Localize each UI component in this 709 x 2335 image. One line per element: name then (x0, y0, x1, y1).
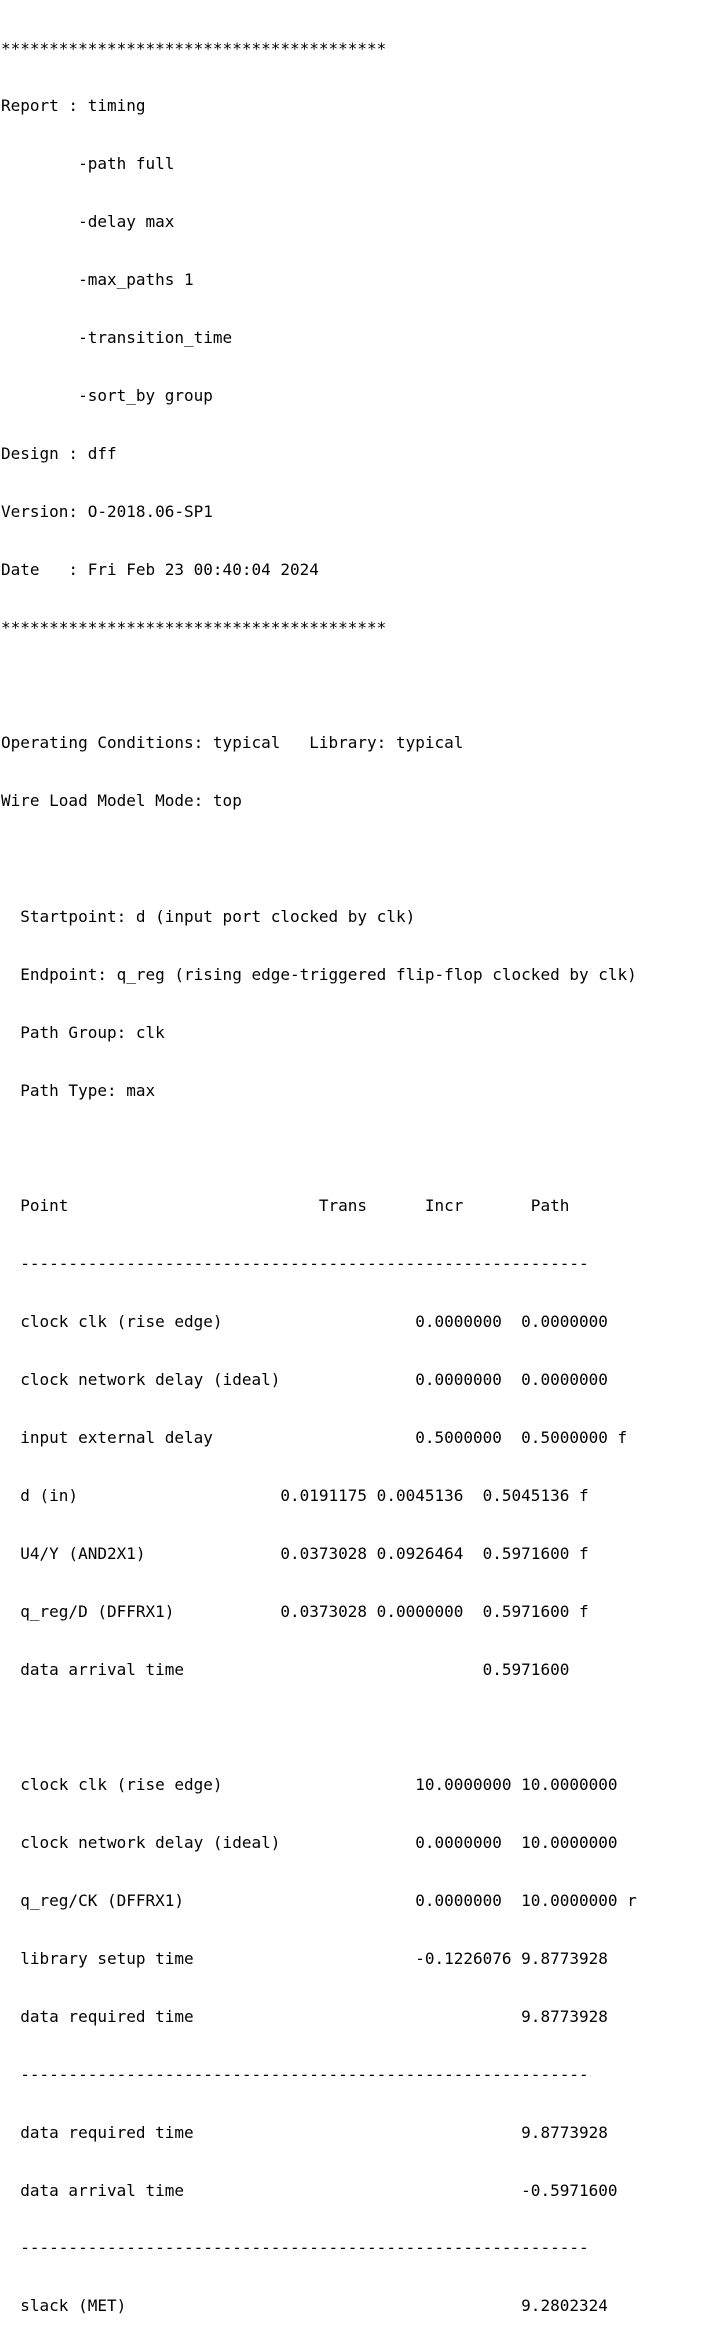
report-table-row: data required time 9.8773928 (1, 2006, 608, 2026)
report-line-version: Version: O-2018.06-SP1 (1, 501, 213, 521)
report-table-row: clock network delay (ideal) 0.0000000 10.0000000 (1, 1833, 618, 1853)
report-line-separator: **************************************** (1, 617, 387, 637)
report-line-option: -delay max (1, 212, 175, 232)
report-table-row: input external delay 0.5000000 0.5000000 f (1, 1427, 628, 1447)
report-line-separator: **************************************** (1, 38, 387, 58)
timing-report-text (1, 0, 637, 2335)
report-line-operating-conditions: Operating Conditions: typical Library: typical (1, 733, 464, 753)
report-line-path-group: Path Group: clk (1, 1022, 165, 1042)
report-table-row: U4/Y (AND2X1) 0.0373028 0.0926464 0.5971600 f (1, 1543, 589, 1563)
report-table-row: d (in) 0.0191175 0.0045136 0.5045136 f (1, 1485, 589, 1505)
report-table-divider: ----------------------------------------------------------- (1, 2064, 589, 2084)
report-line-wire-load-model: Wire Load Model Mode: top (1, 791, 242, 811)
report-line-blank (1, 1139, 637, 1158)
report-line-option: -transition_time (1, 328, 233, 348)
report-table-row: q_reg/CK (DFFRX1) 0.0000000 10.0000000 r (1, 1891, 637, 1911)
report-table-row: library setup time -0.1226076 9.8773928 (1, 1948, 608, 1968)
report-table-divider: ----------------------------------------------------------- (1, 2238, 589, 2258)
report-table-row: clock network delay (ideal) 0.0000000 0.0000000 (1, 1370, 608, 1390)
report-line-title: Report : timing (1, 96, 146, 116)
report-table-row: data arrival time 0.5971600 (1, 1659, 570, 1679)
report-table-row: clock clk (rise edge) 0.0000000 0.0000000 (1, 1312, 608, 1332)
report-table-divider: ----------------------------------------------------------- (1, 1254, 589, 1274)
report-line-startpoint: Startpoint: d (input port clocked by clk) (1, 906, 416, 926)
report-table-header: Point Trans Incr Path (1, 1196, 570, 1216)
report-line-blank (1, 1717, 637, 1736)
report-line-path-type: Path Type: max (1, 1080, 156, 1100)
report-slack-row: slack (MET) 9.2802324 (1, 2296, 608, 2316)
report-line-option: -sort_by group (1, 385, 213, 405)
report-table-row: data arrival time -0.5971600 (1, 2180, 618, 2200)
report-line-endpoint: Endpoint: q_reg (rising edge-triggered flip-flop clocked by clk) (1, 964, 637, 984)
report-table-row: data required time 9.8773928 (1, 2122, 608, 2142)
report-line-date: Date : Fri Feb 23 00:40:04 2024 (1, 559, 319, 579)
report-line-option: -path full (1, 154, 175, 174)
report-table-row: q_reg/D (DFFRX1) 0.0373028 0.0000000 0.5971600 f (1, 1601, 589, 1621)
report-line-design: Design : dff (1, 443, 117, 463)
report-line-blank (1, 675, 637, 694)
report-table-row: clock clk (rise edge) 10.0000000 10.0000000 (1, 1775, 618, 1795)
report-line-option: -max_paths 1 (1, 270, 194, 290)
report-line-blank (1, 849, 637, 868)
